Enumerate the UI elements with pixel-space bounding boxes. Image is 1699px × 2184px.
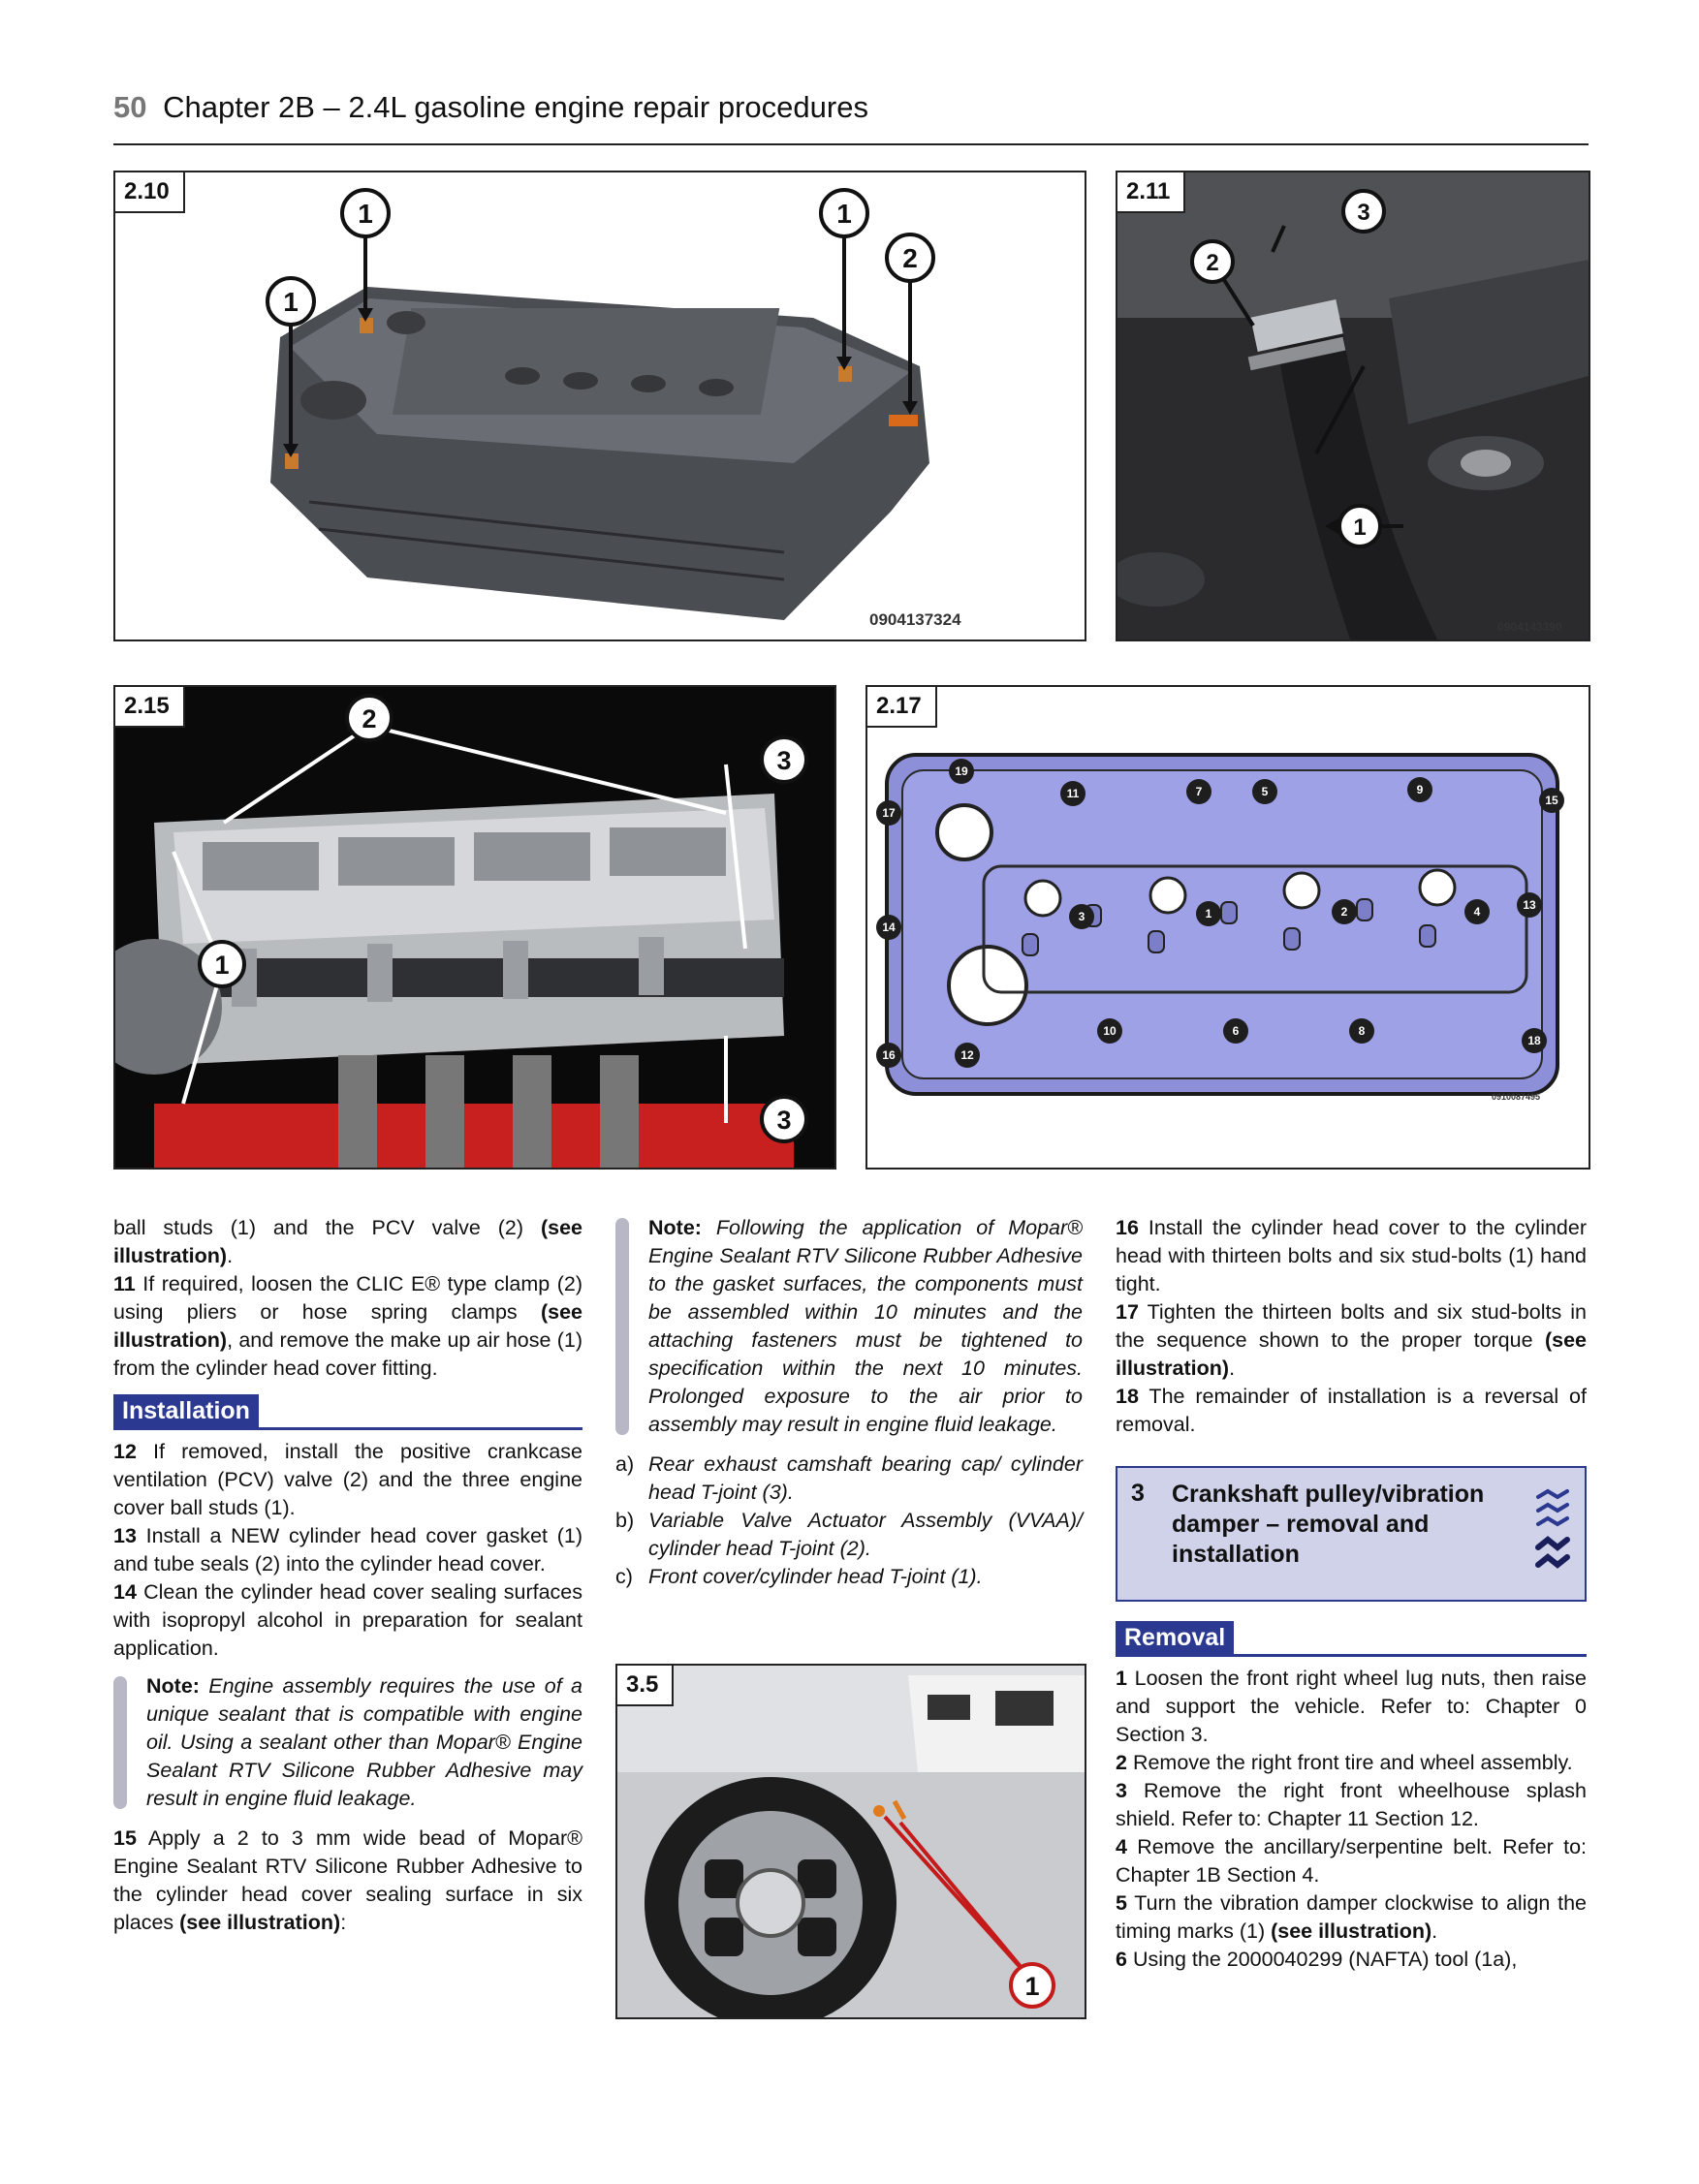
see-illustration-ref: (see illustration): [113, 1216, 582, 1267]
note-box: [615, 1214, 1083, 1439]
text-column-1: [113, 1214, 582, 1937]
step-16: [1116, 1214, 1587, 1298]
text: Install the cylinder head cover to the cylinder head with thirteen bolts and six stud-bolts (1) hand tight.: [1116, 1216, 1587, 1295]
step-number: 6: [1116, 1948, 1127, 1971]
callout-1: 1: [283, 287, 299, 317]
list-letter: a): [615, 1452, 635, 1476]
figure-label: 2.11: [1117, 172, 1185, 213]
sequence-number: 19: [955, 764, 968, 778]
step-r3: [1116, 1777, 1587, 1833]
step-14: [113, 1578, 582, 1663]
text: Remove the right front tire and wheel assembly.: [1126, 1751, 1573, 1774]
section-heading-installation: [113, 1394, 582, 1430]
sequence-number: 10: [1103, 1024, 1117, 1038]
text-column-2: [615, 1214, 1083, 1591]
step-number: 5: [1116, 1891, 1127, 1915]
callout-2: 2: [1206, 250, 1219, 276]
note-text: Engine assembly requires the use of a unique sealant that is compatible with engine oil. Using a sealant other than Mopar® Engine Sealant RTV Silicone Rubber Adhesive may result in engine fluid leakage.: [146, 1674, 582, 1810]
step-11: [113, 1270, 582, 1383]
step-number: 16: [1116, 1216, 1139, 1239]
figure-2-10: [113, 171, 1086, 641]
list-text: Variable Valve Actuator Assembly (VVAA)/ cylinder head T-joint (2).: [648, 1509, 1083, 1560]
text: Remove the right front wheelhouse splash shield. Refer to: Chapter 11 Section 12.: [1116, 1779, 1587, 1830]
text-column-3: [1116, 1214, 1587, 1974]
text: Using the 2000040299 (NAFTA) tool (1a),: [1126, 1948, 1518, 1971]
step-number: 3: [1116, 1779, 1127, 1802]
callout-3: 3: [1357, 200, 1370, 226]
step-number: 14: [113, 1580, 137, 1604]
text: .: [1432, 1919, 1438, 1943]
crankshaft-pulley-photo: [617, 1666, 1085, 2017]
step-18: [1116, 1383, 1587, 1439]
step-r4: [1116, 1833, 1587, 1889]
section-heading-removal: [1116, 1621, 1587, 1657]
step-r6: [1116, 1946, 1587, 1974]
see-illustration-ref: (see illustration): [1271, 1919, 1432, 1943]
list-letter: b): [615, 1509, 635, 1532]
callout-2: 2: [362, 704, 377, 733]
figure-2-11: [1116, 171, 1590, 641]
list-item-c: [615, 1563, 1083, 1591]
text: If removed, install the positive crankcase ventilation (PCV) valve (2) and the three engine cover ball studs (1).: [113, 1440, 582, 1519]
section-heading-text: Installation: [113, 1394, 259, 1427]
sequence-number: 9: [1416, 783, 1424, 796]
figure-label: 2.10: [115, 172, 185, 213]
text: .: [227, 1244, 234, 1267]
difficulty-spanner-icon: [1530, 1483, 1575, 1584]
text: :: [340, 1911, 347, 1934]
sequence-number: 16: [882, 1048, 896, 1062]
sequence-number: 6: [1232, 1024, 1240, 1038]
step-number: 4: [1116, 1835, 1127, 1858]
figure-part-number: 0904143390: [1497, 620, 1562, 634]
step-number: 11: [113, 1272, 136, 1295]
sequence-number: 13: [1523, 898, 1536, 912]
step-15: [113, 1825, 582, 1937]
list-letter: c): [615, 1565, 633, 1588]
sequence-number: 2: [1340, 905, 1348, 919]
sequence-number: 3: [1078, 910, 1085, 923]
text: Apply a 2 to 3 mm wide bead of Mopar® Engine Sealant RTV Silicone Rubber Adhesive to the cylinder head cover sealing surface in six places: [113, 1826, 582, 1934]
paragraph: [113, 1214, 582, 1270]
sequence-number: 17: [882, 806, 896, 820]
sequence-number: 14: [882, 920, 896, 934]
figure-part-number: 0910087495: [1492, 1092, 1541, 1102]
step-17: [1116, 1298, 1587, 1383]
see-illustration-ref: (see illustration): [1116, 1328, 1587, 1380]
sequence-number: 18: [1527, 1034, 1541, 1047]
note-box: [113, 1672, 582, 1813]
figure-2-17: [865, 685, 1590, 1170]
step-number: 1: [1116, 1667, 1127, 1690]
figure-label: 2.17: [867, 687, 937, 728]
text: Clean the cylinder head cover sealing surfaces with isopropyl alcohol in preparation for sealant application.: [113, 1580, 582, 1660]
text: The remainder of installation is a reversal of removal.: [1116, 1385, 1587, 1436]
sequence-number: 1: [1205, 907, 1212, 920]
sequence-number: 11: [1066, 787, 1080, 800]
figure-label: 2.15: [115, 687, 185, 728]
callout-1: 1: [836, 199, 852, 229]
valve-cover-illustration: [115, 172, 1085, 640]
see-illustration-ref: (see illustration): [179, 1911, 341, 1934]
step-number: 2: [1116, 1751, 1127, 1774]
note-bar: [615, 1218, 629, 1435]
list-text: Front cover/cylinder head T-joint (1).: [648, 1565, 983, 1588]
see-illustration-ref: (see illustration): [113, 1300, 582, 1352]
text: If required, loosen the CLIC E® type clamp (2) using pliers or hose spring clamps: [113, 1272, 582, 1324]
callout-1: 1: [1353, 515, 1367, 541]
cylinder-head-photo: [115, 687, 834, 1168]
callout-1: 1: [214, 951, 230, 980]
figure-2-15: [113, 685, 836, 1170]
step-number: 12: [113, 1440, 137, 1463]
step-number: 15: [113, 1826, 137, 1850]
step-12: [113, 1438, 582, 1522]
section-heading-text: Removal: [1116, 1621, 1234, 1654]
text: ball studs (1) and the PCV valve (2): [113, 1216, 541, 1239]
text: Install a NEW cylinder head cover gasket (1) and tube seals (2) into the cylinder head cover.: [113, 1524, 582, 1576]
figure-label: 3.5: [617, 1666, 674, 1706]
sequence-number: 5: [1261, 785, 1269, 798]
callout-2: 2: [902, 243, 918, 273]
note-text: Following the application of Mopar® Engine Sealant RTV Silicone Rubber Adhesive to the gasket surfaces, the components must be assembled within 10 minutes and the attaching fasteners must be tightened to specification within the next 10 minutes. Prolonged exposure to the air prior to assembly may result in engine fluid leakage.: [648, 1216, 1083, 1436]
section-3-title-box: [1116, 1466, 1587, 1602]
step-number: 18: [1116, 1385, 1139, 1408]
note-bar: [113, 1676, 127, 1809]
text: , and remove the make up air hose (1) from the cylinder head cover fitting.: [113, 1328, 582, 1380]
sequence-number: 4: [1473, 905, 1481, 919]
callout-3: 3: [776, 1106, 792, 1135]
list-text: Rear exhaust camshaft bearing cap/ cylinder head T-joint (3).: [648, 1452, 1083, 1504]
text: .: [1229, 1357, 1236, 1380]
note-label: Note:: [648, 1216, 702, 1239]
step-r1: [1116, 1665, 1587, 1749]
section-title: Crankshaft pulley/vibration damper – removal and installation: [1172, 1481, 1485, 1568]
callout-3: 3: [776, 746, 792, 775]
step-number: 13: [113, 1524, 137, 1547]
step-13: [113, 1522, 582, 1578]
page-header: [113, 89, 1589, 145]
text: Loosen the front right wheel lug nuts, then raise and support the vehicle. Refer to: Chapter 0 Section 3.: [1116, 1667, 1587, 1746]
figure-part-number: 0904137324: [869, 610, 961, 629]
list-item-b: [615, 1507, 1083, 1563]
text: Turn the vibration damper clockwise to align the timing marks (1): [1116, 1891, 1587, 1943]
text: Tighten the thirteen bolts and six stud-bolts in the sequence shown to the proper torque: [1116, 1300, 1587, 1352]
step-r5: [1116, 1889, 1587, 1946]
list-item-a: [615, 1451, 1083, 1507]
note-label: Note:: [146, 1674, 200, 1698]
callout-1: 1: [1024, 1972, 1040, 2001]
figure-3-5: [615, 1664, 1086, 2019]
step-number: 17: [1116, 1300, 1139, 1324]
page-number: 50: [113, 90, 147, 124]
bolt-sequence-diagram: [867, 687, 1589, 1168]
step-r2: [1116, 1749, 1587, 1777]
text: Remove the ancillary/serpentine belt. Refer to: Chapter 1B Section 4.: [1116, 1835, 1587, 1887]
hose-photo: [1117, 172, 1589, 640]
sequence-number: 12: [960, 1048, 974, 1062]
sequence-number: 8: [1358, 1024, 1366, 1038]
callout-1: 1: [358, 199, 373, 229]
section-number: 3: [1131, 1480, 1145, 1507]
sequence-number: 7: [1195, 785, 1203, 798]
chapter-title: Chapter 2B – 2.4L gasoline engine repair procedures: [163, 90, 868, 124]
sequence-number: 15: [1545, 794, 1558, 807]
